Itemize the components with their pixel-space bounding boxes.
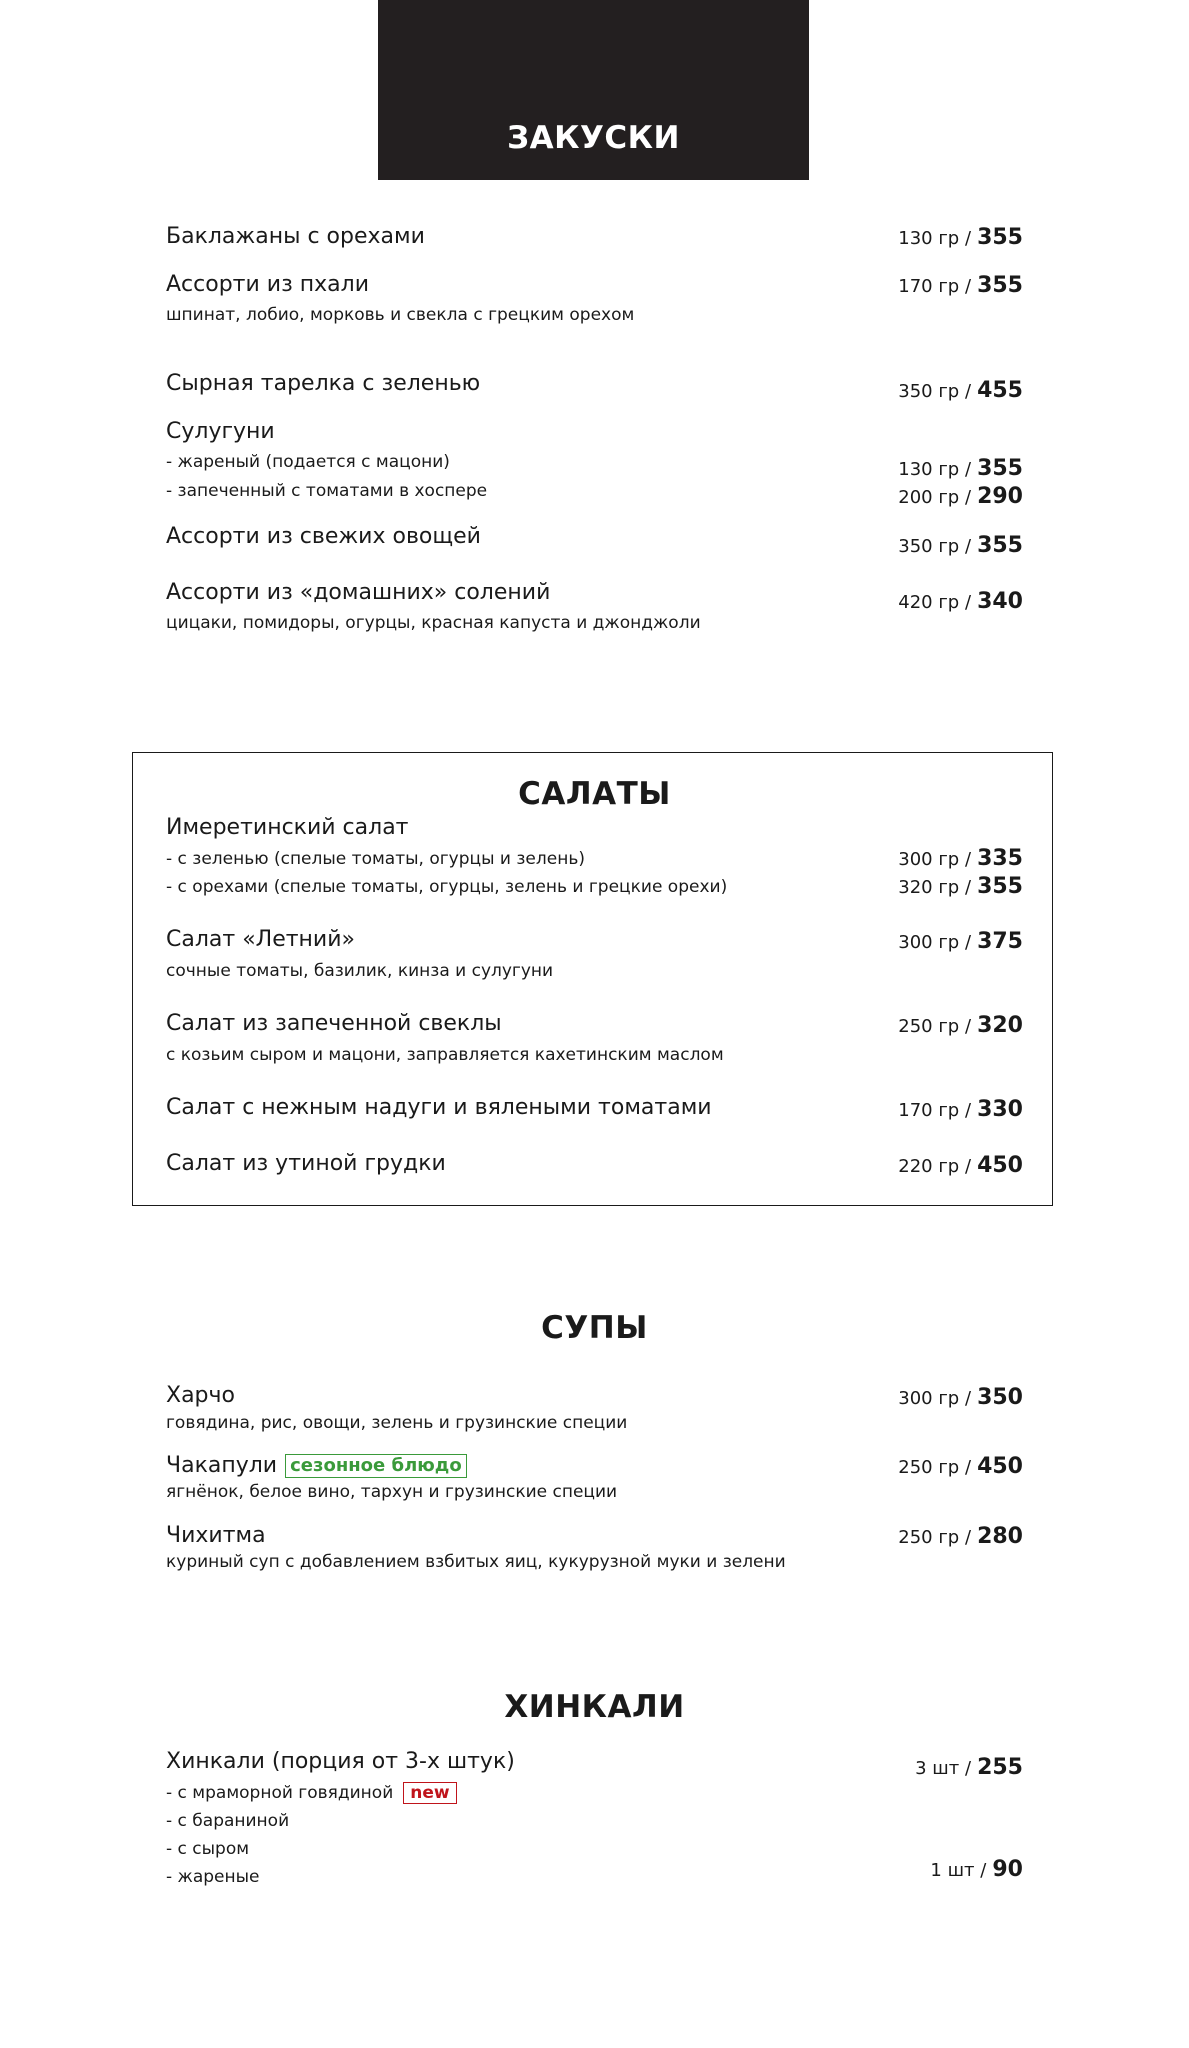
dish-price [930, 1857, 1023, 1882]
dish-cost: 340 [977, 589, 1023, 614]
dish-price [898, 589, 1023, 614]
dish-description: шпинат, лобио, морковь и свекла с грецким орехом [166, 305, 635, 325]
dish-cost: 335 [977, 846, 1023, 871]
dish-cost: 280 [977, 1524, 1023, 1549]
dish-price [898, 1013, 1023, 1038]
dish-name-row [166, 1453, 467, 1478]
dish-weight: 300 гр / [898, 932, 972, 953]
dish-cost: 355 [977, 533, 1023, 558]
section-title-salaty: САЛАТЫ [518, 776, 671, 812]
dish-weight: 170 гр / [898, 276, 972, 297]
dish-name: Салат из утиной грудки [166, 1151, 446, 1176]
dish-option: - с мраморной говядиной [166, 1783, 394, 1803]
dish-price [898, 456, 1023, 481]
dish-name: Имеретинский салат [166, 815, 409, 840]
dish-name: Сулугуни [166, 419, 275, 444]
dish-price [915, 1755, 1023, 1780]
dish-name: Ассорти из «домашних» солений [166, 580, 551, 605]
dish-price [898, 1097, 1023, 1122]
dish-cost: 355 [977, 456, 1023, 481]
dish-price [898, 273, 1023, 298]
dish-weight: 350 гр / [898, 381, 972, 402]
dish-price [898, 1454, 1023, 1479]
dish-cost: 90 [992, 1857, 1023, 1882]
dish-price [898, 225, 1023, 250]
dish-name: Сырная тарелка с зеленью [166, 371, 481, 396]
dish-weight: 1 шт / [930, 1860, 987, 1881]
dish-cost: 355 [977, 225, 1023, 250]
section-title-hinkali: ХИНКАЛИ [504, 1689, 685, 1725]
dish-description: ягнёнок, белое вино, тархун и грузинские специи [166, 1482, 618, 1502]
dish-name: Харчо [166, 1383, 235, 1408]
dish-price [898, 1385, 1023, 1410]
dish-weight: 250 гр / [898, 1527, 972, 1548]
dish-name: Салат с нежным надуги и вялеными томатами [166, 1095, 712, 1120]
dish-price [898, 874, 1023, 899]
dish-cost: 455 [977, 378, 1023, 403]
dish-description: с козьим сыром и мацони, заправляется кахетинским маслом [166, 1045, 724, 1065]
dish-description: куриный суп с добавлением взбитых яиц, кукурузной муки и зелени [166, 1552, 786, 1572]
dish-name: Ассорти из пхали [166, 272, 370, 297]
dish-cost: 355 [977, 273, 1023, 298]
dish-weight: 300 гр / [898, 849, 972, 870]
dish-cost: 350 [977, 1385, 1023, 1410]
dish-price [898, 846, 1023, 871]
dish-option-row [166, 1782, 457, 1804]
dish-description: цицаки, помидоры, огурцы, красная капуста и джонджоли [166, 613, 701, 633]
dish-weight: 250 гр / [898, 1457, 972, 1478]
section-title-supy: СУПЫ [541, 1310, 648, 1346]
dish-cost: 320 [977, 1013, 1023, 1038]
dish-price [898, 1524, 1023, 1549]
dish-weight: 300 гр / [898, 1388, 972, 1409]
seasonal-badge: сезонное блюдо [285, 1454, 467, 1478]
dish-weight: 250 гр / [898, 1016, 972, 1037]
dish-description: говядина, рис, овощи, зелень и грузинские специи [166, 1413, 628, 1433]
dish-weight: 350 гр / [898, 536, 972, 557]
dish-weight: 320 гр / [898, 877, 972, 898]
dish-cost: 255 [977, 1755, 1023, 1780]
dish-price [898, 929, 1023, 954]
dish-cost: 290 [977, 484, 1023, 509]
dish-name: Салат «Летний» [166, 927, 355, 952]
dish-cost: 450 [977, 1454, 1023, 1479]
dish-option: - с сыром [166, 1839, 250, 1859]
new-badge: new [403, 1782, 456, 1804]
section-header-zakuski [378, 0, 809, 180]
dish-weight: 220 гр / [898, 1156, 972, 1177]
dish-price [898, 378, 1023, 403]
dish-weight: 420 гр / [898, 592, 972, 613]
dish-name: Чакапули [166, 1453, 278, 1478]
dish-description: сочные томаты, базилик, кинза и сулугуни [166, 961, 554, 981]
dish-cost: 375 [977, 929, 1023, 954]
dish-name: Салат из запеченной свеклы [166, 1011, 502, 1036]
dish-weight: 170 гр / [898, 1100, 972, 1121]
dish-option: - жареный (подается с мацони) [166, 452, 450, 472]
dish-cost: 330 [977, 1097, 1023, 1122]
dish-price [898, 533, 1023, 558]
dish-weight: 130 гр / [898, 459, 972, 480]
dish-weight: 3 шт / [915, 1758, 972, 1779]
dish-weight: 200 гр / [898, 487, 972, 508]
dish-name: Хинкали (порция от 3-х штук) [166, 1749, 515, 1774]
dish-cost: 450 [977, 1153, 1023, 1178]
dish-option: - жареные [166, 1867, 260, 1887]
dish-option: - с бараниной [166, 1811, 290, 1831]
dish-name: Баклажаны с орехами [166, 224, 425, 249]
dish-price [898, 1153, 1023, 1178]
dish-weight: 130 гр / [898, 228, 972, 249]
dish-name: Чихитма [166, 1523, 266, 1548]
dish-option: - с орехами (спелые томаты, огурцы, зелень и грецкие орехи) [166, 877, 728, 897]
dish-option: - с зеленью (спелые томаты, огурцы и зелень) [166, 849, 585, 869]
section-title-zakuski: ЗАКУСКИ [507, 120, 680, 156]
dish-name: Ассорти из свежих овощей [166, 524, 481, 549]
dish-option: - запеченный с томатами в хоспере [166, 481, 488, 501]
dish-cost: 355 [977, 874, 1023, 899]
dish-price [898, 484, 1023, 509]
